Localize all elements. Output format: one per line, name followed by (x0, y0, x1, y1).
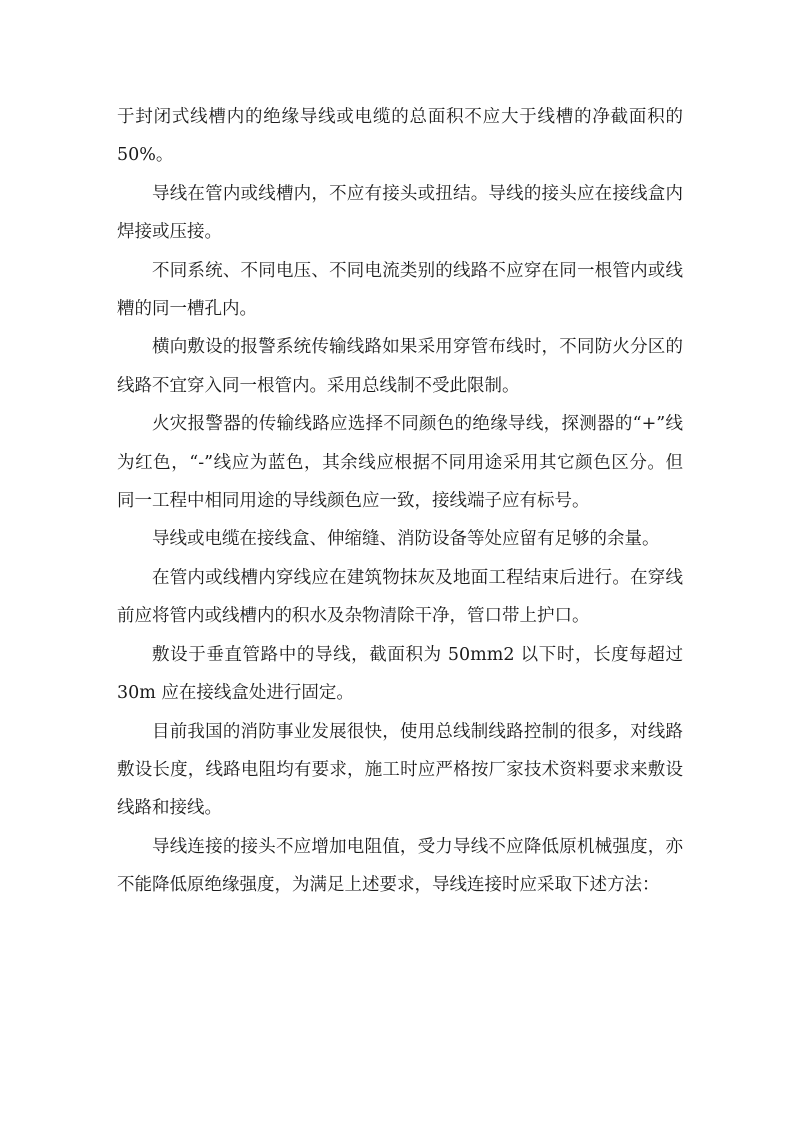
paragraph: 导线或电缆在接线盒、伸缩缝、消防设备等处应留有足够的余量。 (152, 529, 660, 550)
paragraph: 在管内或线槽内穿线应在建筑物抹灰及地面工程结束后进行。在穿线前应将管内或线槽内的积水及杂物清除干净，管口带上护口。 (117, 567, 683, 627)
paragraph: 目前我国的消防事业发展很快，使用总线制线路控制的很多，对线路敷设长度，线路电阻均有要求，施工时应严格按厂家技术资料要求来敷设线路和接线。 (117, 721, 683, 819)
paragraph-continuation: 于封闭式线槽内的绝缘导线或电缆的总面积不应大于线槽的净截面积的 50%。 (117, 107, 683, 166)
paragraph: 导线连接的接头不应增加电阻值，受力导线不应降低原机械强度，亦不能降低原绝缘强度，为满足上述要求，导线连接时应采取下述方法： (117, 836, 683, 896)
paragraph: 敷设于垂直管路中的导线，截面积为 50mm2 以下时，长度每超过 30m 应在接线盒处进行固定。 (117, 644, 683, 704)
paragraph: 火灾报警器的传输线路应选择不同颜色的绝缘导线，探测器的“+”线为红色，“-”线应为蓝色，其余线应根据不同用途采用其它颜色区分。但同一工程中相同用途的导线颜色应一致，接线端子应有标号。 (117, 414, 683, 512)
paragraph: 导线在管内或线槽内，不应有接头或扭结。导线的接头应在接线盒内焊接或压接。 (117, 183, 683, 243)
paragraph: 不同系统、不同电压、不同电流类别的线路不应穿在同一根管内或线糟的同一槽孔内。 (117, 260, 683, 320)
paragraph: 横向敷设的报警系统传输线路如果采用穿管布线时，不同防火分区的线路不宜穿入同一根管内。采用总线制不受此限制。 (117, 337, 683, 396)
document-body (117, 98, 683, 905)
